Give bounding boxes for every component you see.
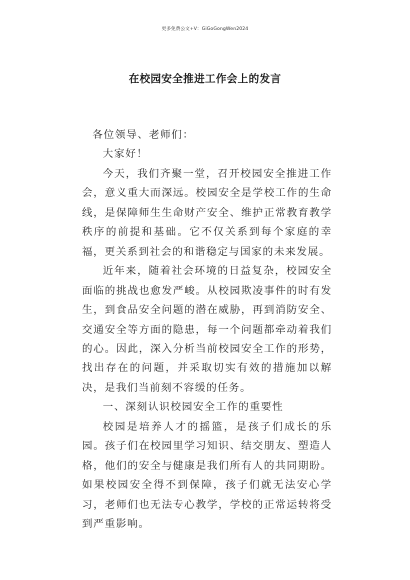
salutation: 各位领导、老师们： [92,129,195,141]
document-body [82,126,332,535]
paragraph-situation: 近年来，随着社会环境的日益复杂，校园安全面临的挑战也愈发严峻。从校园欺凌事件的时有发生，到食品安全问题的潜在威胁，再到消防安全、交通安全等方面的隐患，每一个问题都牵动着我们的心。因此，深入分析当前校园安全工作的形势，找出存在的问题，并采取切实有效的措施加以解决，是我们当前刻不容缓的任务。 [82,265,332,394]
section-heading: 一、深刻认识校园安全工作的重要性 [102,401,284,414]
greeting: 大家好！ [102,148,148,161]
header-note: 更多免费公文+V：GiGoGongWen2024 [161,27,249,32]
paragraph-intro: 今天，我们齐聚一堂，召开校园安全推进工作会，意义重大而深远。校园安全是学校工作的生命线，是保障师生生命财产安全、维护正常教育教学秩序的前提和基础。它不仅关系到每个家庭的幸福，更关系到社会的和谐稳定与国家的未来发展。 [82,167,332,258]
paragraph-section-one: 校园是培养人才的摇篮，是孩子们成长的乐园。孩子们在校园里学习知识、结交朋友、塑造人格，他们的安全与健康是我们所有人的共同期盼。如果校园安全得不到保障，孩子们就无法安心学习，老师们也无法专心教学，学校的正常运转将受到严重影响。 [82,420,332,531]
document-title: 在校园安全推进工作会上的发言 [128,73,282,85]
